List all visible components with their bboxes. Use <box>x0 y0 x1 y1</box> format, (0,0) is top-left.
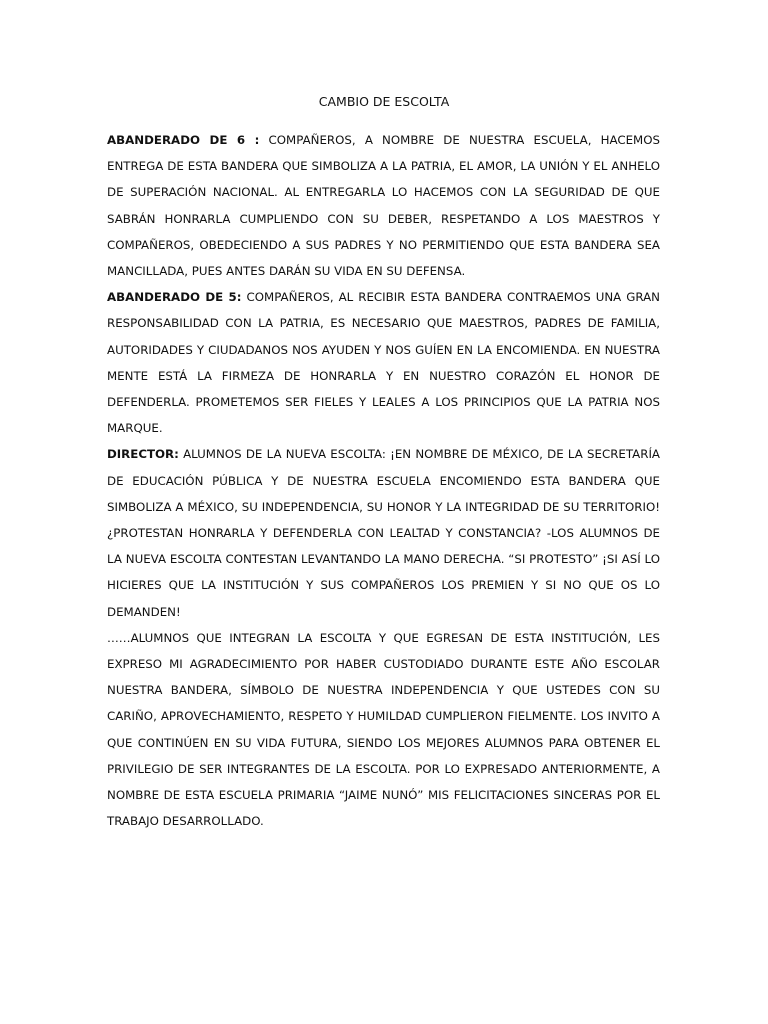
document-body <box>107 127 660 834</box>
document-title: CAMBIO DE ESCOLTA <box>318 94 450 109</box>
paragraph-abanderado-6 <box>107 127 660 284</box>
speaker-label: ABANDERADO DE 6 : <box>107 133 260 147</box>
paragraph-closing <box>107 625 660 835</box>
paragraph-text: ……ALUMNOS QUE INTEGRAN LA ESCOLTA Y QUE EGRESAN DE ESTA INSTITUCIÓN, LES EXPRESO MI AGRADECIMIENTO POR HABER CUSTODIADO DURANTE ESTE AÑO ESCOLAR NUESTRA BANDERA, SÍMBOLO DE NUESTRA INDEPENDENCIA Y QUE USTEDES CON SU CARIÑO, APROVECHAMIENTO, RESPETO Y HUMILDAD CUMPLIERON FIELMENTE. LOS INVITO A QUE CONTINÚEN EN SU VIDA FUTURA, SIENDO LOS MEJORES ALUMNOS PARA OBTENER EL PRIVILEGIO DE SER INTEGRANTES DE LA ESCOLTA. POR LO EXPRESADO ANTERIORMENTE, A NOMBRE DE ESTA ESCUELA PRIMARIA “JAIME NUNÓ” MIS FELICITACIONES SINCERAS POR EL TRABAJO DESARROLLADO. <box>107 630 660 829</box>
speaker-label: ABANDERADO DE 5: <box>107 290 242 305</box>
paragraph-text: ALUMNOS DE LA NUEVA ESCOLTA: ¡EN NOMBRE DE MÉXICO, DE LA SECRETARÍA DE EDUCACIÓN PÚBLICA Y DE NUESTRA ESCUELA ENCOMIENDO ESTA BANDERA QUE SIMBOLIZA A MÉXICO, SU INDEPENDENCIA, SU HONOR Y LA INTEGRIDAD DE SU TERRITORIO! ¿PROTESTAN HONRARLA Y DEFENDERLA CON LEALTAD Y CONSTANCIA? -LOS ALUMNOS DE LA NUEVA ESCOLTA CONTESTAN LEVANTANDO LA MANO DERECHA. “SI PROTESTO” ¡SI ASÍ LO HICIERES QUE LA INSTITUCIÓN Y SUS COMPAÑEROS LOS PREMIEN Y SI NO QUE OS LO DEMANDEN! <box>107 447 660 619</box>
paragraph-text: COMPAÑEROS, A NOMBRE DE NUESTRA ESCUELA, HACEMOS ENTREGA DE ESTA BANDERA QUE SIMBOLIZA A LA PATRIA, EL AMOR, LA UNIÓN Y EL ANHELO DE SUPERACIÓN NACIONAL. AL ENTREGARLA LO HACEMOS CON LA SEGURIDAD DE QUE SABRÁN HONRARLA CUMPLIENDO CON SU DEBER, RESPETANDO A LOS MAESTROS Y COMPAÑEROS, OBEDECIENDO A SUS PADRES Y NO PERMITIENDO QUE ESTA BANDERA SEA MANCILLADA, PUES ANTES DARÁN SU VIDA EN SU DEFENSA. <box>107 133 660 279</box>
speaker-label: DIRECTOR: <box>107 447 179 462</box>
paragraph-director <box>107 441 660 624</box>
paragraph-text: COMPAÑEROS, AL RECIBIR ESTA BANDERA CONTRAEMOS UNA GRAN RESPONSABILIDAD CON LA PATRIA, ES NECESARIO QUE MAESTROS, PADRES DE FAMILIA, AUTORIDADES Y CIUDADANOS NOS AYUDEN Y NOS GUÍEN EN LA ENCOMIENDA. EN NUESTRA MENTE ESTÁ LA FIRMEZA DE HONRARLA Y EN NUESTRO CORAZÓN EL HONOR DE DEFENDERLA. PROMETEMOS SER FIELES Y LEALES A LOS PRINCIPIOS QUE LA PATRIA NOS MARQUE. <box>107 290 660 436</box>
paragraph-abanderado-5 <box>107 284 660 441</box>
